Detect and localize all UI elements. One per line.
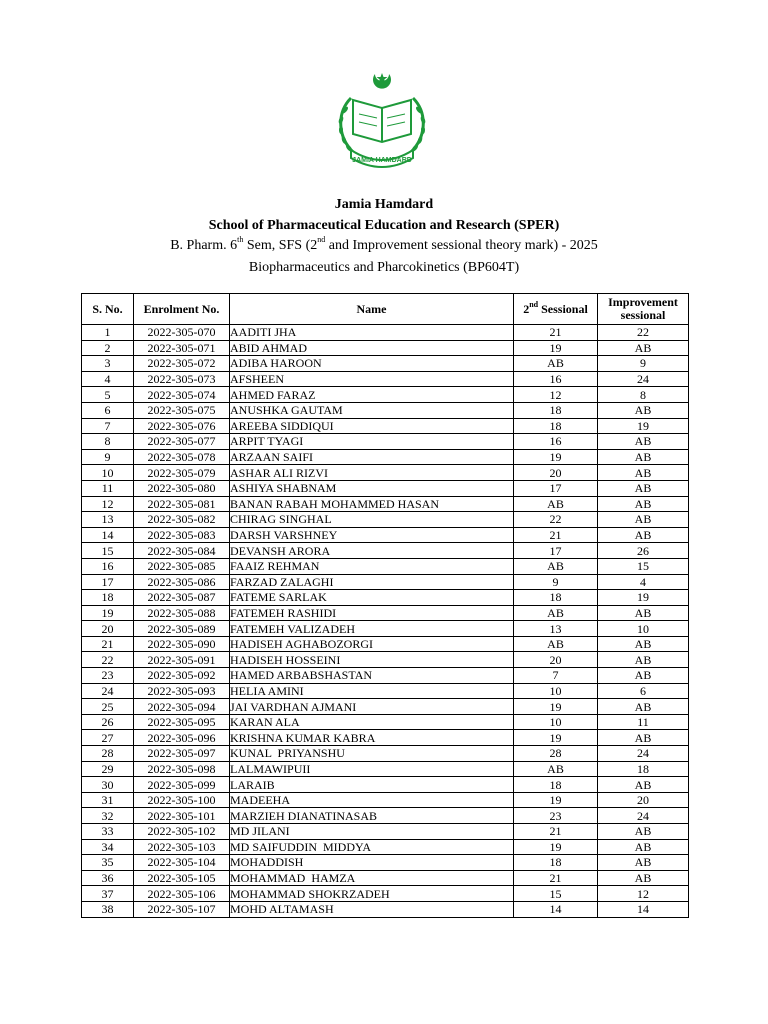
cell-enrolment: 2022-305-078 [134, 449, 230, 465]
cell-name: LARAIB [230, 777, 514, 793]
table-row [82, 387, 689, 403]
table-row [82, 699, 689, 715]
cell-enrolment: 2022-305-085 [134, 558, 230, 574]
cell-sno: 12 [82, 496, 134, 512]
cell-enrolment: 2022-305-080 [134, 480, 230, 496]
cell-sno: 22 [82, 652, 134, 668]
table-row [82, 465, 689, 481]
cell-second-sessional: AB [514, 496, 598, 512]
cell-name: FAAIZ REHMAN [230, 558, 514, 574]
university-name: Jamia Hamdard [334, 197, 434, 212]
cell-sno: 10 [82, 465, 134, 481]
cell-improvement: AB [598, 652, 689, 668]
cell-improvement: AB [598, 402, 689, 418]
cell-second-sessional: 23 [514, 808, 598, 824]
table-row [82, 371, 689, 387]
cell-enrolment: 2022-305-103 [134, 839, 230, 855]
cell-sno: 20 [82, 621, 134, 637]
cell-name: ASHIYA SHABNAM [230, 480, 514, 496]
cell-name: AADITI JHA [230, 325, 514, 341]
cell-name: DARSH VARSHNEY [230, 527, 514, 543]
cell-sno: 29 [82, 761, 134, 777]
cell-sno: 1 [82, 325, 134, 341]
cell-name: AHMED FARAZ [230, 387, 514, 403]
cell-second-sessional: 18 [514, 855, 598, 871]
cell-second-sessional: 16 [514, 371, 598, 387]
cell-second-sessional: 18 [514, 418, 598, 434]
cell-sno: 27 [82, 730, 134, 746]
cell-sno: 13 [82, 512, 134, 528]
table-row [82, 325, 689, 341]
cell-sno: 36 [82, 870, 134, 886]
cell-enrolment: 2022-305-091 [134, 652, 230, 668]
cell-sno: 9 [82, 449, 134, 465]
cell-enrolment: 2022-305-095 [134, 714, 230, 730]
cell-name: HELIA AMINI [230, 683, 514, 699]
cell-name: MOHADDISH [230, 855, 514, 871]
cell-enrolment: 2022-305-104 [134, 855, 230, 871]
cell-second-sessional: 12 [514, 387, 598, 403]
table-row [82, 636, 689, 652]
header-second-sessional: 2nd Sessional [514, 294, 598, 325]
cell-enrolment: 2022-305-107 [134, 901, 230, 917]
cell-enrolment: 2022-305-101 [134, 808, 230, 824]
cell-enrolment: 2022-305-089 [134, 621, 230, 637]
cell-sno: 6 [82, 402, 134, 418]
cell-second-sessional: 17 [514, 543, 598, 559]
cell-improvement: 9 [598, 356, 689, 372]
cell-enrolment: 2022-305-083 [134, 527, 230, 543]
cell-sno: 30 [82, 777, 134, 793]
cell-enrolment: 2022-305-093 [134, 683, 230, 699]
header-sno: S. No. [82, 294, 134, 325]
cell-second-sessional: 15 [514, 886, 598, 902]
cell-improvement: AB [598, 668, 689, 684]
cell-second-sessional: 16 [514, 434, 598, 450]
cell-sno: 2 [82, 340, 134, 356]
cell-name: AFSHEEN [230, 371, 514, 387]
cell-second-sessional: 18 [514, 590, 598, 606]
table-row [82, 340, 689, 356]
cell-name: CHIRAG SINGHAL [230, 512, 514, 528]
cell-improvement: AB [598, 527, 689, 543]
cell-improvement: 24 [598, 371, 689, 387]
subject-title: Biopharmaceutics and Pharcokinetics (BP604T) [248, 260, 520, 275]
cell-sno: 31 [82, 792, 134, 808]
table-row [82, 480, 689, 496]
cell-sno: 18 [82, 590, 134, 606]
cell-name: LALMAWIPUII [230, 761, 514, 777]
cell-name: BANAN RABAH MOHAMMED HASAN [230, 496, 514, 512]
cell-improvement: AB [598, 465, 689, 481]
cell-sno: 34 [82, 839, 134, 855]
cell-name: MADEEHA [230, 792, 514, 808]
cell-second-sessional: AB [514, 558, 598, 574]
cell-sno: 3 [82, 356, 134, 372]
cell-name: AREEBA SIDDIQUI [230, 418, 514, 434]
cell-second-sessional: 18 [514, 777, 598, 793]
cell-second-sessional: AB [514, 636, 598, 652]
cell-sno: 25 [82, 699, 134, 715]
table-row [82, 870, 689, 886]
cell-improvement: 22 [598, 325, 689, 341]
header-enrolment: Enrolment No. [134, 294, 230, 325]
cell-improvement: AB [598, 449, 689, 465]
table-row [82, 901, 689, 917]
cell-enrolment: 2022-305-086 [134, 574, 230, 590]
table-row [82, 855, 689, 871]
cell-second-sessional: AB [514, 356, 598, 372]
cell-sno: 24 [82, 683, 134, 699]
cell-improvement: 15 [598, 558, 689, 574]
cell-enrolment: 2022-305-076 [134, 418, 230, 434]
cell-sno: 37 [82, 886, 134, 902]
cell-second-sessional: 20 [514, 652, 598, 668]
school-name: School of Pharmaceutical Education and Research (SPER) [208, 218, 560, 233]
cell-enrolment: 2022-305-075 [134, 402, 230, 418]
cell-improvement: AB [598, 434, 689, 450]
table-row [82, 496, 689, 512]
cell-enrolment: 2022-305-102 [134, 824, 230, 840]
cell-sno: 14 [82, 527, 134, 543]
table-row [82, 356, 689, 372]
cell-enrolment: 2022-305-079 [134, 465, 230, 481]
cell-second-sessional: AB [514, 761, 598, 777]
cell-improvement: 18 [598, 761, 689, 777]
cell-name: ANUSHKA GAUTAM [230, 402, 514, 418]
cell-name: MOHAMMAD HAMZA [230, 870, 514, 886]
cell-name: FATEMEH VALIZADEH [230, 621, 514, 637]
cell-enrolment: 2022-305-105 [134, 870, 230, 886]
cell-sno: 11 [82, 480, 134, 496]
table-row [82, 886, 689, 902]
program-title: B. Pharm. 6th Sem, SFS (2nd and Improvement sessional theory mark) - 2025 [170, 235, 598, 253]
cell-name: MOHAMMAD SHOKRZADEH [230, 886, 514, 902]
table-row [82, 512, 689, 528]
cell-improvement: AB [598, 496, 689, 512]
table-row [82, 777, 689, 793]
cell-enrolment: 2022-305-082 [134, 512, 230, 528]
cell-sno: 5 [82, 387, 134, 403]
cell-enrolment: 2022-305-094 [134, 699, 230, 715]
table-row [82, 746, 689, 762]
table-row [82, 668, 689, 684]
cell-improvement: AB [598, 512, 689, 528]
cell-improvement: AB [598, 699, 689, 715]
header-name: Name [230, 294, 514, 325]
cell-name: HADISEH AGHABOZORGI [230, 636, 514, 652]
table-row [82, 792, 689, 808]
cell-sno: 7 [82, 418, 134, 434]
cell-improvement: AB [598, 839, 689, 855]
table-row [82, 761, 689, 777]
cell-enrolment: 2022-305-087 [134, 590, 230, 606]
cell-improvement: AB [598, 824, 689, 840]
table-row [82, 652, 689, 668]
cell-enrolment: 2022-305-073 [134, 371, 230, 387]
cell-improvement: 8 [598, 387, 689, 403]
cell-enrolment: 2022-305-081 [134, 496, 230, 512]
cell-second-sessional: 10 [514, 714, 598, 730]
cell-improvement: 24 [598, 808, 689, 824]
cell-sno: 21 [82, 636, 134, 652]
cell-sno: 16 [82, 558, 134, 574]
table-row [82, 434, 689, 450]
cell-enrolment: 2022-305-097 [134, 746, 230, 762]
logo-text: JAMIA HAMDARD [352, 157, 412, 164]
cell-second-sessional: 10 [514, 683, 598, 699]
table-row [82, 605, 689, 621]
cell-second-sessional: 9 [514, 574, 598, 590]
table-row [82, 418, 689, 434]
cell-improvement: 4 [598, 574, 689, 590]
cell-second-sessional: AB [514, 605, 598, 621]
cell-second-sessional: 19 [514, 699, 598, 715]
cell-sno: 33 [82, 824, 134, 840]
cell-sno: 4 [82, 371, 134, 387]
cell-enrolment: 2022-305-096 [134, 730, 230, 746]
table-row [82, 590, 689, 606]
cell-improvement: 11 [598, 714, 689, 730]
cell-sno: 23 [82, 668, 134, 684]
cell-improvement: 26 [598, 543, 689, 559]
cell-enrolment: 2022-305-100 [134, 792, 230, 808]
cell-name: ASHAR ALI RIZVI [230, 465, 514, 481]
cell-enrolment: 2022-305-071 [134, 340, 230, 356]
cell-second-sessional: 19 [514, 340, 598, 356]
cell-name: FATEME SARLAK [230, 590, 514, 606]
cell-name: MD JILANI [230, 824, 514, 840]
cell-second-sessional: 18 [514, 402, 598, 418]
table-row [82, 402, 689, 418]
cell-improvement: 20 [598, 792, 689, 808]
cell-name: ADIBA HAROON [230, 356, 514, 372]
cell-improvement: AB [598, 855, 689, 871]
table-row [82, 574, 689, 590]
marks-table [81, 293, 689, 918]
cell-sno: 15 [82, 543, 134, 559]
cell-second-sessional: 17 [514, 480, 598, 496]
cell-sno: 35 [82, 855, 134, 871]
cell-improvement: 24 [598, 746, 689, 762]
cell-improvement: 14 [598, 901, 689, 917]
cell-enrolment: 2022-305-077 [134, 434, 230, 450]
table-row [82, 543, 689, 559]
cell-name: FARZAD ZALAGHI [230, 574, 514, 590]
cell-improvement: AB [598, 480, 689, 496]
cell-second-sessional: 21 [514, 824, 598, 840]
cell-name: MOHD ALTAMASH [230, 901, 514, 917]
cell-name: ABID AHMAD [230, 340, 514, 356]
cell-second-sessional: 19 [514, 449, 598, 465]
cell-improvement: AB [598, 636, 689, 652]
cell-sno: 19 [82, 605, 134, 621]
cell-sno: 8 [82, 434, 134, 450]
table-header-row [82, 294, 689, 325]
cell-second-sessional: 19 [514, 792, 598, 808]
cell-improvement: AB [598, 340, 689, 356]
cell-enrolment: 2022-305-074 [134, 387, 230, 403]
cell-enrolment: 2022-305-090 [134, 636, 230, 652]
table-row [82, 824, 689, 840]
cell-second-sessional: 14 [514, 901, 598, 917]
cell-second-sessional: 22 [514, 512, 598, 528]
header-improvement: Improvement sessional [598, 294, 689, 325]
cell-second-sessional: 13 [514, 621, 598, 637]
cell-second-sessional: 28 [514, 746, 598, 762]
cell-enrolment: 2022-305-098 [134, 761, 230, 777]
cell-second-sessional: 21 [514, 325, 598, 341]
table-row [82, 808, 689, 824]
cell-improvement: 10 [598, 621, 689, 637]
cell-second-sessional: 21 [514, 527, 598, 543]
cell-improvement: AB [598, 730, 689, 746]
cell-second-sessional: 21 [514, 870, 598, 886]
table-row [82, 714, 689, 730]
cell-name: FATEMEH RASHIDI [230, 605, 514, 621]
cell-second-sessional: 7 [514, 668, 598, 684]
table-row [82, 621, 689, 637]
cell-enrolment: 2022-305-084 [134, 543, 230, 559]
cell-name: MARZIEH DIANATINASAB [230, 808, 514, 824]
cell-name: KRISHNA KUMAR KABRA [230, 730, 514, 746]
cell-second-sessional: 19 [514, 839, 598, 855]
cell-name: KUNAL PRIYANSHU [230, 746, 514, 762]
cell-name: ARZAAN SAIFI [230, 449, 514, 465]
cell-name: KARAN ALA [230, 714, 514, 730]
cell-sno: 38 [82, 901, 134, 917]
cell-improvement: AB [598, 605, 689, 621]
cell-improvement: 19 [598, 590, 689, 606]
cell-improvement: 6 [598, 683, 689, 699]
cell-sno: 32 [82, 808, 134, 824]
table-row [82, 558, 689, 574]
table-row [82, 683, 689, 699]
table-row [82, 527, 689, 543]
cell-second-sessional: 20 [514, 465, 598, 481]
cell-name: MD SAIFUDDIN MIDDYA [230, 839, 514, 855]
cell-enrolment: 2022-305-070 [134, 325, 230, 341]
cell-sno: 17 [82, 574, 134, 590]
cell-enrolment: 2022-305-106 [134, 886, 230, 902]
cell-sno: 26 [82, 714, 134, 730]
cell-name: JAI VARDHAN AJMANI [230, 699, 514, 715]
cell-name: DEVANSH ARORA [230, 543, 514, 559]
cell-name: HADISEH HOSSEINI [230, 652, 514, 668]
table-row [82, 730, 689, 746]
cell-improvement: AB [598, 777, 689, 793]
cell-improvement: 19 [598, 418, 689, 434]
cell-sno: 28 [82, 746, 134, 762]
cell-second-sessional: 19 [514, 730, 598, 746]
cell-improvement: AB [598, 870, 689, 886]
table-row [82, 449, 689, 465]
cell-enrolment: 2022-305-072 [134, 356, 230, 372]
cell-enrolment: 2022-305-088 [134, 605, 230, 621]
cell-name: ARPIT TYAGI [230, 434, 514, 450]
university-logo [329, 70, 435, 172]
table-row [82, 839, 689, 855]
cell-name: HAMED ARBABSHASTAN [230, 668, 514, 684]
cell-improvement: 12 [598, 886, 689, 902]
cell-enrolment: 2022-305-099 [134, 777, 230, 793]
cell-enrolment: 2022-305-092 [134, 668, 230, 684]
